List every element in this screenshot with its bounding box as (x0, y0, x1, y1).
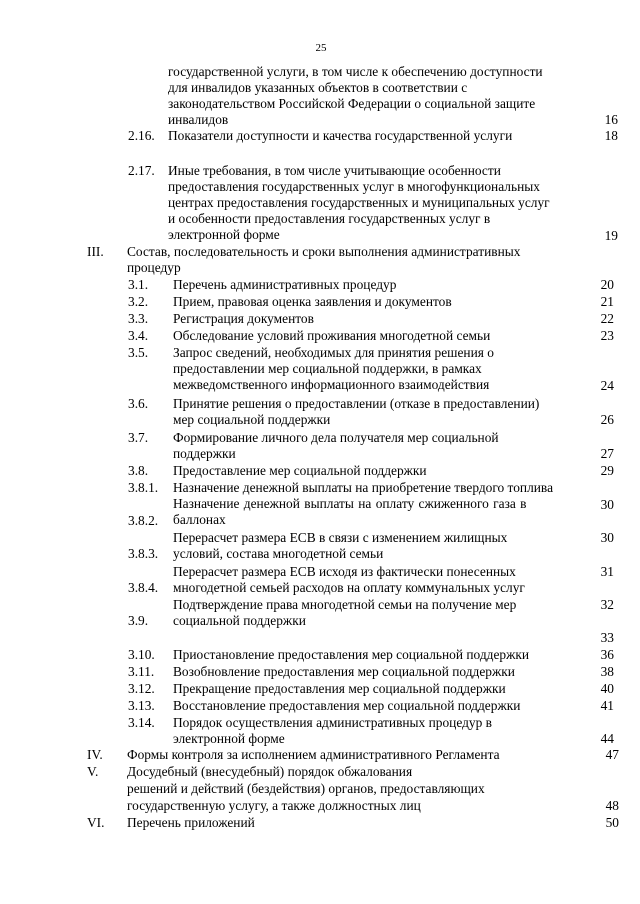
toc-entry-text: Порядок осуществления административных процедур в (173, 715, 492, 730)
toc-entry-page: 40 (600, 681, 614, 696)
toc-entry-text: Иные требования, в том числе учитывающие особенности (168, 163, 501, 178)
toc-entry-text: законодательством Российской Федерации о социальной защите (168, 96, 536, 111)
toc-entry-number: 3.8.4. (128, 580, 159, 595)
toc-section-number: IV. (87, 747, 103, 762)
toc-entry-text: баллонах (173, 512, 226, 527)
toc-entry-number: 2.16. (128, 128, 155, 143)
toc-entry-text: Запрос сведений, необходимых для принятия решения о (173, 345, 494, 360)
toc-entry-page: 41 (600, 698, 614, 713)
toc-entry-number: 3.8. (128, 463, 149, 478)
toc-entry-number: 3.8.2. (128, 513, 159, 528)
toc-entry-text: инвалидов (168, 112, 229, 127)
toc-entry-text: предоставления государственных услуг в многофункциональных (168, 179, 540, 194)
toc-entry-text: многодетной семьей расходов на оплату коммунальных услуг (173, 580, 525, 595)
toc-entry-number: 3.5. (128, 345, 149, 360)
toc-entry-page: 27 (600, 446, 614, 461)
toc-entry-text: Перерасчет размера ЕСВ исходя из фактически понесенных (173, 564, 516, 579)
toc-entry-text: Назначение денежной выплаты на приобретение твердого топлива (173, 480, 554, 495)
page-number: 25 (315, 42, 327, 54)
toc-entry-text: Показатели доступности и качества государственной услуги (168, 128, 513, 143)
toc-entry-page: 30 (600, 530, 614, 545)
toc-entry-page: 19 (604, 228, 618, 243)
toc-entry-number: 3.4. (128, 328, 149, 343)
toc-entry-text: мер социальной поддержки (173, 412, 331, 427)
toc-entry-page: 32 (600, 597, 614, 612)
toc-section-title: Состав, последовательность и сроки выполнения административных (127, 244, 521, 259)
toc-entry-number: 3.8.3. (128, 546, 159, 561)
toc-section-title: решений и действий (бездействия) органов, предоставляющих (127, 781, 485, 796)
toc-entry-text: Обследование условий проживания многодетной семьи (173, 328, 491, 343)
toc-entry-page: 16 (604, 112, 618, 127)
toc-entry-page: 31 (600, 564, 614, 579)
toc-entry-page: 36 (600, 647, 614, 662)
toc-entry-text: Восстановление предоставления мер социальной поддержки (173, 698, 521, 713)
toc-entry-number: 2.17. (128, 163, 155, 178)
toc-entry-text: электронной форме (173, 731, 285, 746)
toc-entry-number: 3.3. (128, 311, 149, 326)
toc-entry-page: 29 (600, 463, 614, 478)
toc-entry-page: 26 (600, 412, 614, 427)
toc-entry-number: 3.2. (128, 294, 149, 309)
toc-entry-text: поддержки (173, 446, 236, 461)
toc-entry-text: Перечень административных процедур (173, 277, 397, 292)
toc-entry-text: Подтверждение права многодетной семьи на получение мер (173, 597, 517, 612)
toc-entry-text: Перерасчет размера ЕСВ в связи с изменением жилищных (173, 530, 508, 545)
toc-entry-text: предоставлении мер социальной поддержки, в рамках (173, 361, 482, 376)
toc-section-page: 48 (605, 798, 619, 813)
toc-section-number: VI. (87, 815, 105, 830)
toc-entry-number: 3.10. (128, 647, 155, 662)
toc-entry-text: условий, состава многодетной семьи (173, 546, 384, 561)
toc-section-title: Досудебный (внесудебный) порядок обжалования (127, 764, 413, 779)
toc-section-number: III. (87, 244, 104, 259)
toc-entry-page: 33 (600, 630, 614, 645)
toc-entry-page: 38 (600, 664, 614, 679)
toc-section-title: государственную услугу, а также должностных лиц (127, 798, 421, 813)
toc-entry-page: 23 (600, 328, 614, 343)
toc-entry-number: 3.1. (128, 277, 149, 292)
toc-entry-page: 24 (600, 378, 614, 393)
toc-entry-page: 30 (600, 497, 614, 512)
toc-entry-number: 3.6. (128, 396, 149, 411)
toc-entry-number: 3.8.1. (128, 480, 159, 495)
toc-entry-text: Приостановление предоставления мер социальной поддержки (173, 647, 530, 662)
toc-entry-page: 20 (600, 277, 614, 292)
toc-entry-text: Формирование личного дела получателя мер социальной (173, 430, 499, 445)
toc-entry-text: центрах предоставления государственных и муниципальных услуг (168, 195, 550, 210)
toc-entry-number: 3.13. (128, 698, 155, 713)
toc-entry-text: межведомственного информационного взаимодействия (173, 377, 490, 392)
toc-entry-text: Регистрация документов (173, 311, 314, 326)
toc-entry-number: 3.14. (128, 715, 155, 730)
toc-entry-text: Назначение денежной выплаты на оплату сжиженного газа в (173, 496, 527, 511)
toc-entry-text: Прекращение предоставления мер социальной поддержки (173, 681, 506, 696)
toc-entry-text: Возобновление предоставления мер социальной поддержки (173, 664, 515, 679)
toc-entry-text: Прием, правовая оценка заявления и документов (173, 294, 452, 309)
toc-entry-text: Принятие решения о предоставлении (отказе в предоставлении) (173, 396, 540, 411)
toc-entry-text: государственной услуги, в том числе к обеспечению доступности (168, 64, 543, 79)
toc-section-title: процедур (127, 260, 181, 275)
toc-entry-number: 3.9. (128, 613, 149, 628)
toc-entry-text: для инвалидов указанных объектов в соответствии с (168, 80, 468, 95)
toc-entry-page: 22 (600, 311, 614, 326)
toc-section-page: 50 (605, 815, 619, 830)
toc-section-title: Перечень приложений (127, 815, 255, 830)
toc-entry-text: Предоставление мер социальной поддержки (173, 463, 427, 478)
toc-entry-text: и особенности предоставления государственных услуг в (168, 211, 491, 226)
toc-entry-number: 3.11. (128, 664, 155, 679)
toc-section-page: 47 (605, 747, 619, 762)
toc-entry-page: 18 (604, 128, 618, 143)
toc-section-number: V. (87, 764, 99, 779)
toc-entry-page: 21 (600, 294, 614, 309)
toc-entry-number: 3.12. (128, 681, 155, 696)
toc-entry-text: социальной поддержки (173, 613, 306, 628)
toc-entry-text: электронной форме (168, 227, 280, 242)
toc-section-title: Формы контроля за исполнением административного Регламента (127, 747, 500, 762)
toc-entry-page: 44 (600, 731, 614, 746)
toc-entry-number: 3.7. (128, 430, 149, 445)
